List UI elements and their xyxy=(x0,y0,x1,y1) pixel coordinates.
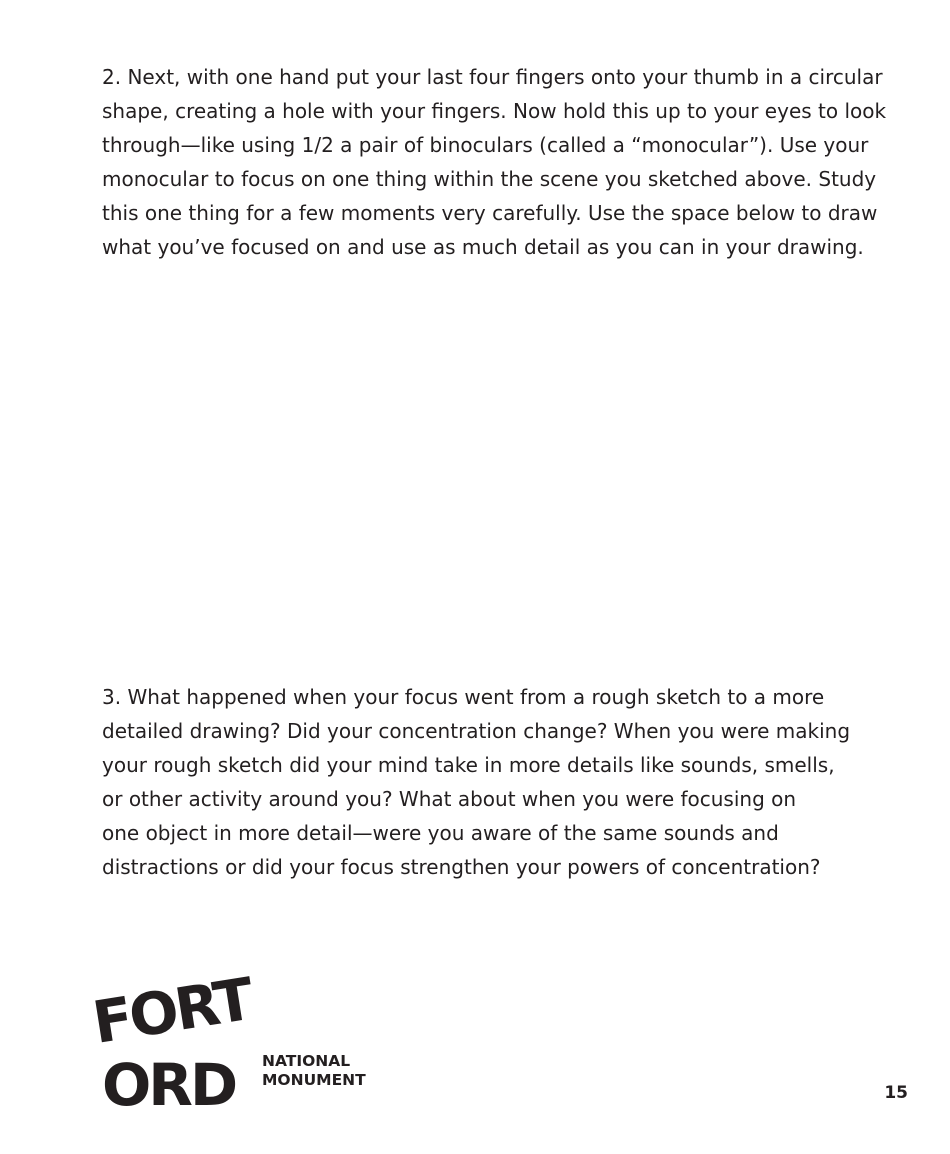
step-2-line: monocular to focus on one thing within the scene you sketched above. Study xyxy=(102,167,877,191)
logo-word-fort: FORT xyxy=(88,964,256,1057)
step-2-paragraph xyxy=(102,60,902,264)
step-3-line: 3. What happened when your focus went from a rough sketch to a more xyxy=(102,685,825,709)
step-2-line: 2. Next, with one hand put your last four fingers onto your thumb in a circular xyxy=(102,65,883,89)
step-3-line: your rough sketch did your mind take in more details like sounds, smells, xyxy=(102,753,835,777)
step-2-line: through—like using 1/2 a pair of binoculars (called a “monocular”). Use your xyxy=(102,133,869,157)
step-2-line: shape, creating a hole with your fingers. Now hold this up to your eyes to look xyxy=(102,99,887,123)
step-3-line: detailed drawing? Did your concentration change? When you were making xyxy=(102,719,851,743)
step-3-line: distractions or did your focus strengthen your powers of concentration? xyxy=(102,855,821,879)
logo-subtitle-monument: MONUMENT xyxy=(262,1071,366,1089)
step-3-line: one object in more detail—were you aware of the same sounds and xyxy=(102,821,779,845)
step-3-paragraph xyxy=(102,680,902,884)
drawing-space xyxy=(102,270,882,670)
step-2-line: what you’ve focused on and use as much detail as you can in your drawing. xyxy=(102,235,864,259)
logo-word-ord: ORD xyxy=(102,1051,236,1119)
page-number: 15 xyxy=(884,1083,908,1103)
step-3-line: or other activity around you? What about when you were focusing on xyxy=(102,787,797,811)
logo-subtitle-national: NATIONAL xyxy=(262,1052,351,1070)
fort-ord-logo xyxy=(88,964,396,1119)
step-2-line: this one thing for a few moments very carefully. Use the space below to draw xyxy=(102,201,878,225)
